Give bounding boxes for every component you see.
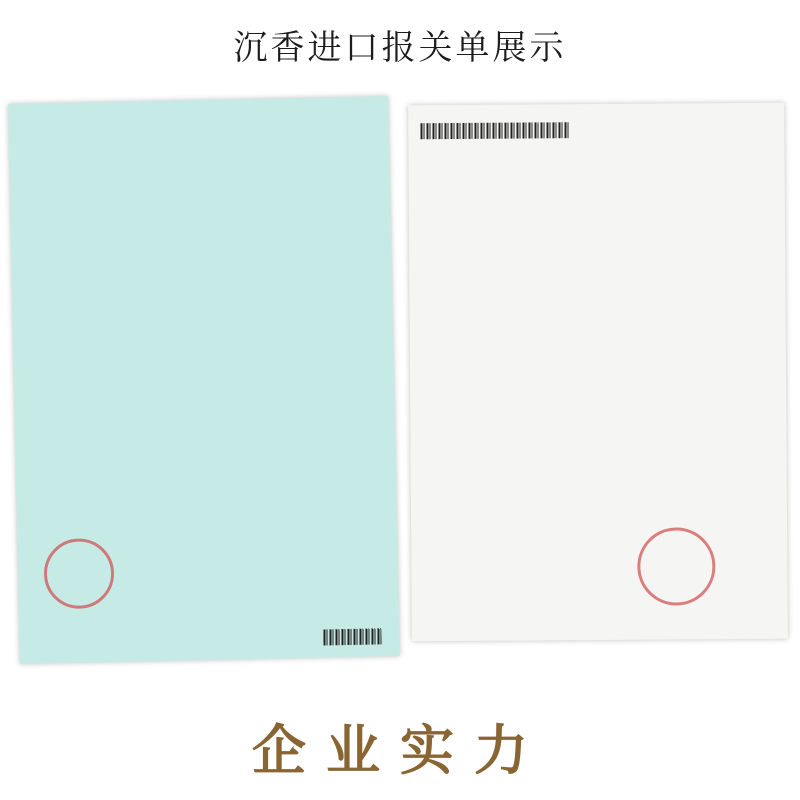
bottom-slogan: 企业实力 [252, 718, 548, 782]
declaration-seal-stamp [637, 527, 716, 606]
certificate-barcode [323, 628, 381, 645]
page-title: 沉香进口报关单展示 [233, 28, 567, 68]
sanitary-certificate-image [8, 96, 400, 664]
certificate-seal-stamp [43, 538, 114, 609]
declaration-barcode [420, 122, 570, 139]
customs-declaration-image [408, 103, 788, 642]
